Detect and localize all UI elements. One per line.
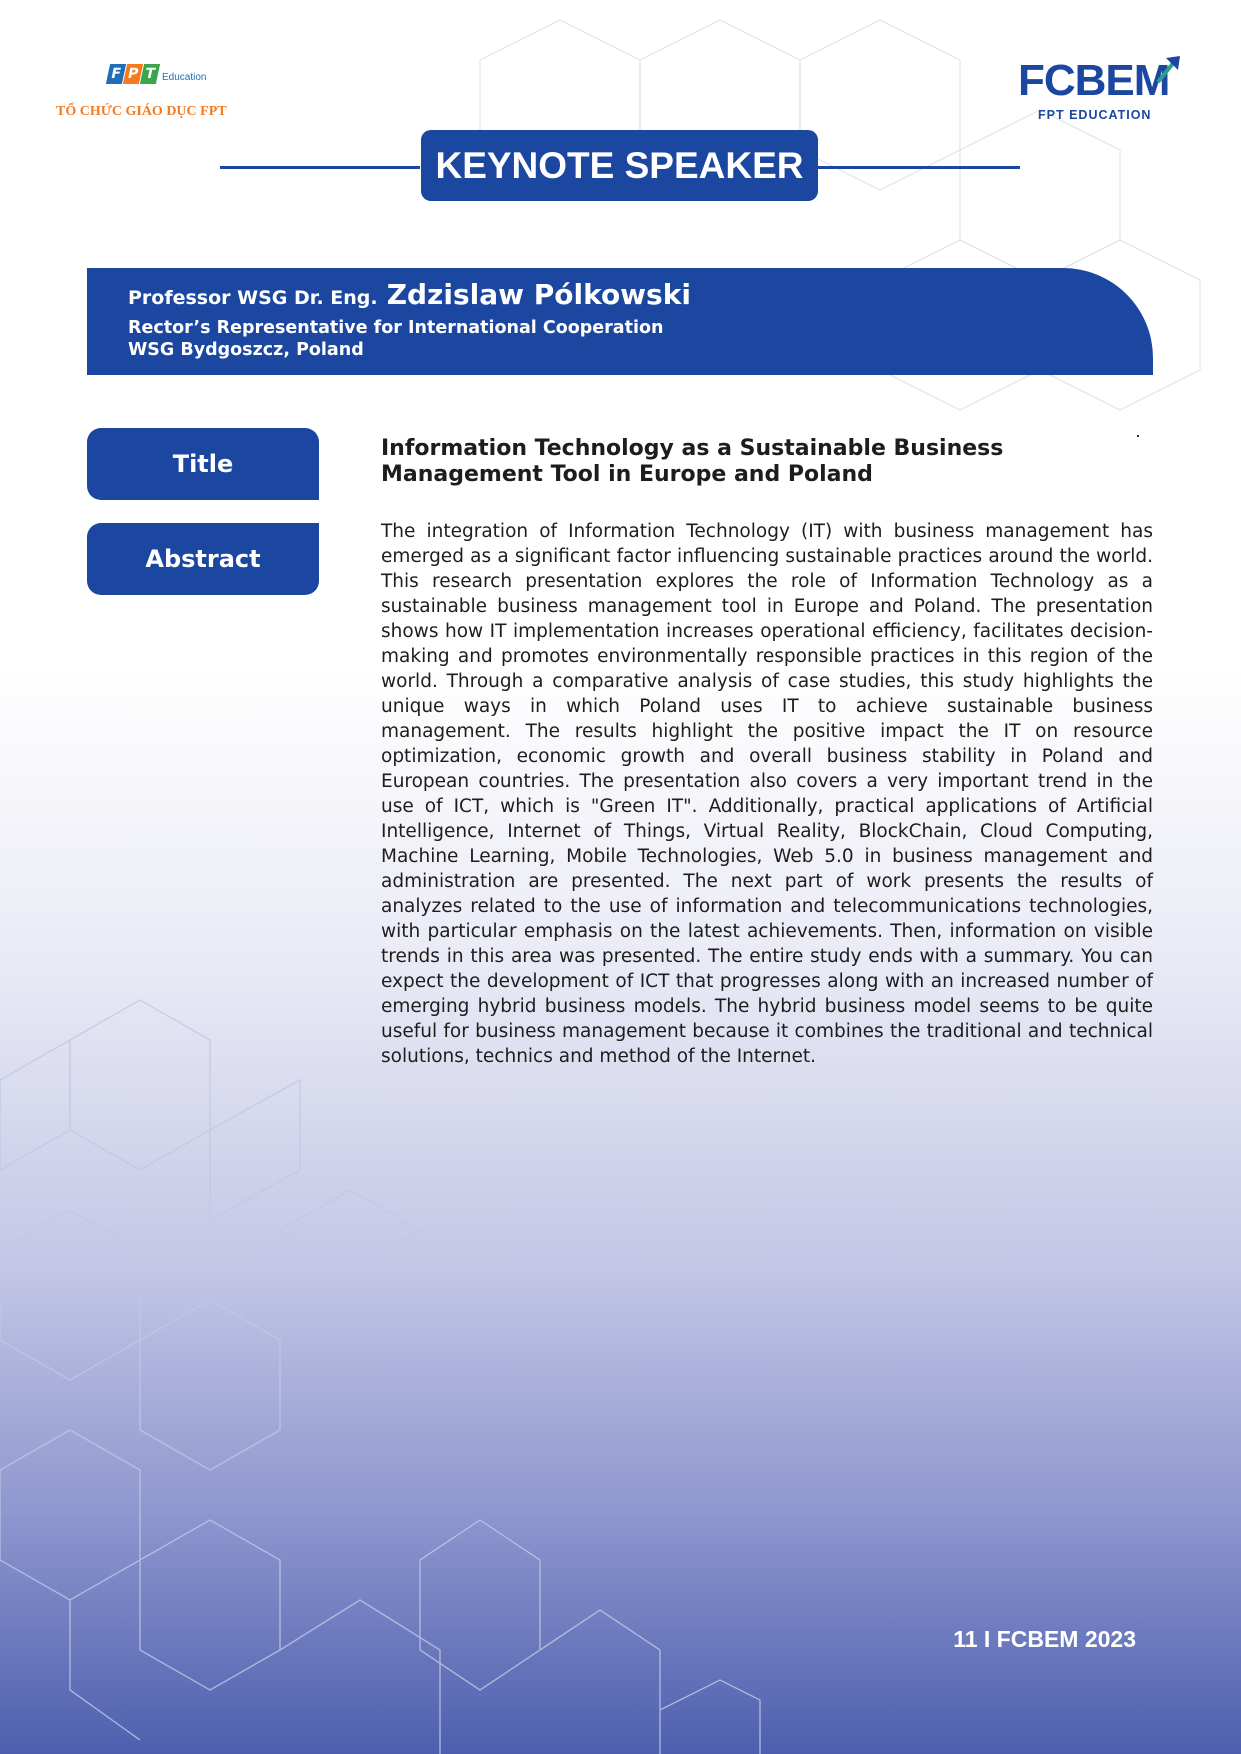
title-label: Title xyxy=(87,428,319,500)
paper-title: Information Technology as a Sustainable Business Management Tool in Europe and Poland xyxy=(381,436,1004,487)
keynote-speaker-banner: KEYNOTE SPEAKER xyxy=(421,130,818,201)
speaker-role: Professor WSG Dr. Eng. xyxy=(128,287,378,309)
banner-divider-right xyxy=(818,166,1020,169)
speaker-position: Rector’s Representative for International Cooperation xyxy=(128,318,664,338)
fcbem-logo xyxy=(1018,58,1188,128)
speaker-institution: WSG Bydgoszcz, Poland xyxy=(128,340,364,360)
abstract-text: The integration of Information Technology (IT) with business management has emerged as a significant factor influencing sustainable practices around the world. This research presentation explores the role of Information Technology as a sustainable business management tool in Europe and Poland. The presentation shows how IT implementation increases operational efficiency, facilitates decision-making and promotes environmentally responsible practices in this region of the world. Through a comparative analysis of case studies, this study highlights the unique ways in which Poland uses IT to achieve sustainable business management. The results highlight the positive impact the IT on resource optimization, economic growth and overall business stability in Poland and European countries. The presentation also covers a very important trend in the use of ICT, which is "Green IT". Additionally, practical applications of Artificial Intelligence, Internet of Things, Virtual Reality, BlockChain, Cloud Computing, Machine Learning, Mobile Technologies, Web 5.0 in business management and administration are presented. The next part of work presents the results of analyzes related to the use of information and telecommunications technologies, with particular emphasis on the latest achievements. Then, information on visible trends in this area was presented. The entire study ends with a summary. You can expect the development of ICT that progresses along with an increased number of emerging hybrid business models. The hybrid business model seems to be quite useful for business management because it combines the traditional and technical solutions, technics and method of the Internet. xyxy=(381,521,1153,1067)
fcbem-subtitle: FPT EDUCATION xyxy=(1038,108,1152,122)
stray-dot xyxy=(1137,435,1139,437)
banner-divider-left xyxy=(220,166,420,169)
speaker-heading xyxy=(128,278,691,311)
fpt-org-name: TỔ CHỨC GIÁO DỤC FPT xyxy=(56,104,227,119)
fpt-letter-f: F xyxy=(106,64,126,84)
abstract-label: Abstract xyxy=(87,523,319,595)
fpt-letter-p: P xyxy=(123,64,143,84)
speaker-info-bar xyxy=(87,268,1153,375)
fpt-education-label: Education xyxy=(162,72,207,83)
speaker-name: Zdzislaw Pólkowski xyxy=(386,278,691,311)
fpt-education-logo xyxy=(56,62,266,122)
fcbem-wordmark: FCBEM xyxy=(1018,56,1170,105)
arrow-up-icon xyxy=(1154,54,1182,84)
page-footer-label: 11 I FCBEM 2023 xyxy=(953,1626,1136,1652)
fpt-mark xyxy=(108,64,159,84)
fpt-letter-t: T xyxy=(140,64,160,84)
